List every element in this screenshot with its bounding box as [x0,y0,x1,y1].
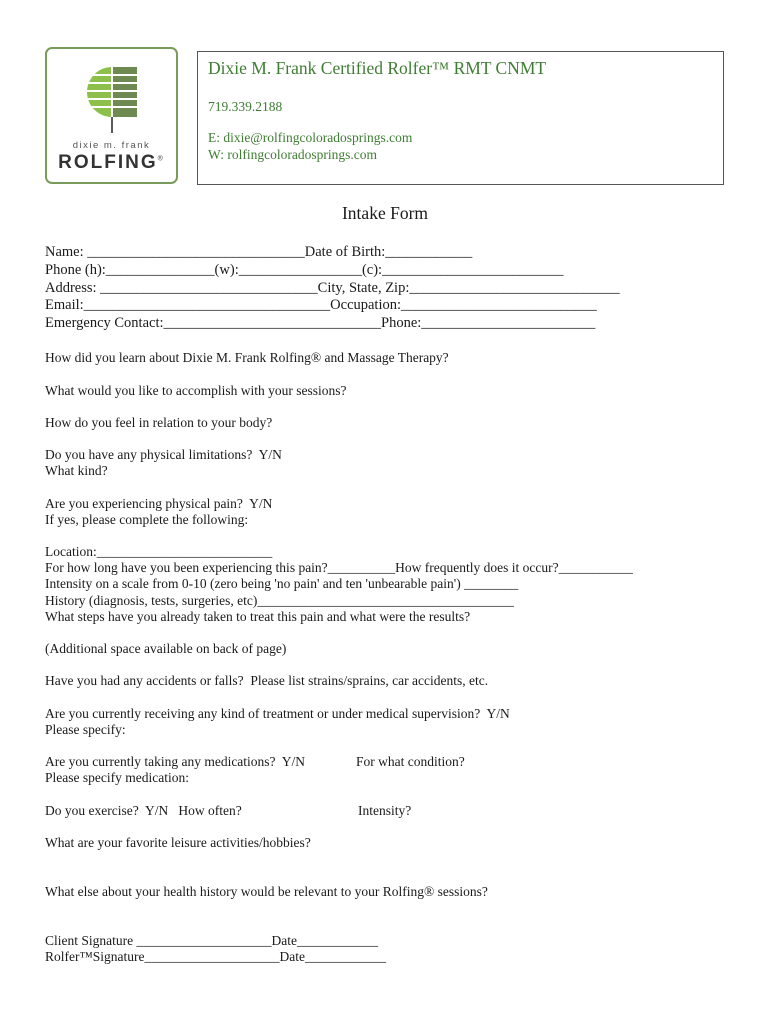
rolfer-signature-field[interactable]: Rolfer™Signature____________________Date____________ [45,949,386,964]
logo-small-text: dixie m. frank [72,140,151,151]
question-medications: Are you currently taking any medications? Y/N [45,754,306,769]
question-health-history: What else about your health history would be relevant to your Rolfing® sessions? [45,884,488,899]
question-limitations-kind: What kind? [45,463,108,478]
question-referral: How did you learn about Dixie M. Frank Rolfing® and Massage Therapy? [45,350,449,365]
question-accidents: Have you had any accidents or falls? Please list strains/sprains, car accidents, etc. [45,673,489,688]
question-treatment-specify: Please specify: [45,722,126,737]
practitioner-name: Dixie M. Frank Certified Rolfer™ RMT CNMT [208,58,547,78]
emergency-contact-field[interactable]: Emergency Contact:______________________________Phone:________________________ [45,315,596,331]
name-dob-field[interactable]: Name: ______________________________Date of Birth:____________ [45,244,473,260]
question-hobbies: What are your favorite leisure activities/hobbies? [45,835,311,850]
question-pain: Are you experiencing physical pain? Y/N [45,496,273,511]
address-field[interactable]: Address: ______________________________City, State, Zip:_____________________________ [45,280,620,296]
contact-website: W: rolfingcoloradosprings.com [208,147,377,162]
email-occupation-field[interactable]: Email:__________________________________Occupation:___________________________ [45,297,597,313]
question-pain-followup: If yes, please complete the following: [45,512,249,527]
question-treatment: Are you currently receiving any kind of treatment or under medical supervision? Y/N [45,706,510,721]
question-goals: What would you like to accomplish with your sessions? [45,383,347,398]
question-pain-steps: What steps have you already taken to treat this pain and what were the results? [45,609,471,624]
question-body-feeling: How do you feel in relation to your body? [45,415,273,430]
question-medication-specify: Please specify medication: [45,770,189,785]
pain-duration-field[interactable]: For how long have you been experiencing this pain?__________How frequently does it occur?___________ [45,560,633,575]
logo-wordmark: ROLFING® [58,152,165,173]
contact-phone: 719.339.2188 [208,99,283,114]
pain-location-field[interactable]: Location:__________________________ [45,544,273,559]
question-medication-condition: For what condition? [356,754,465,769]
additional-space-note: (Additional space available on back of page) [45,641,287,656]
contact-email: E: dixie@rolfingcoloradosprings.com [208,130,413,145]
contact-box [197,51,724,185]
question-exercise-intensity: Intensity? [358,803,412,818]
question-limitations: Do you have any physical limitations? Y/N [45,447,282,462]
phone-field[interactable]: Phone (h):_______________(w):_________________(c):_________________________ [45,262,564,278]
form-title: Intake Form [341,203,429,223]
logo [45,47,178,184]
question-exercise: Do you exercise? Y/N How often? [45,803,242,818]
leaf-logo-icon [85,65,139,135]
pain-history-field[interactable]: History (diagnosis, tests, surgeries, etc)______________________________________ [45,593,514,608]
pain-intensity-field[interactable]: Intensity on a scale from 0-10 (zero being 'no pain' and ten 'unbearable pain') ________ [45,576,519,591]
client-signature-field[interactable]: Client Signature ____________________Date____________ [45,933,378,948]
